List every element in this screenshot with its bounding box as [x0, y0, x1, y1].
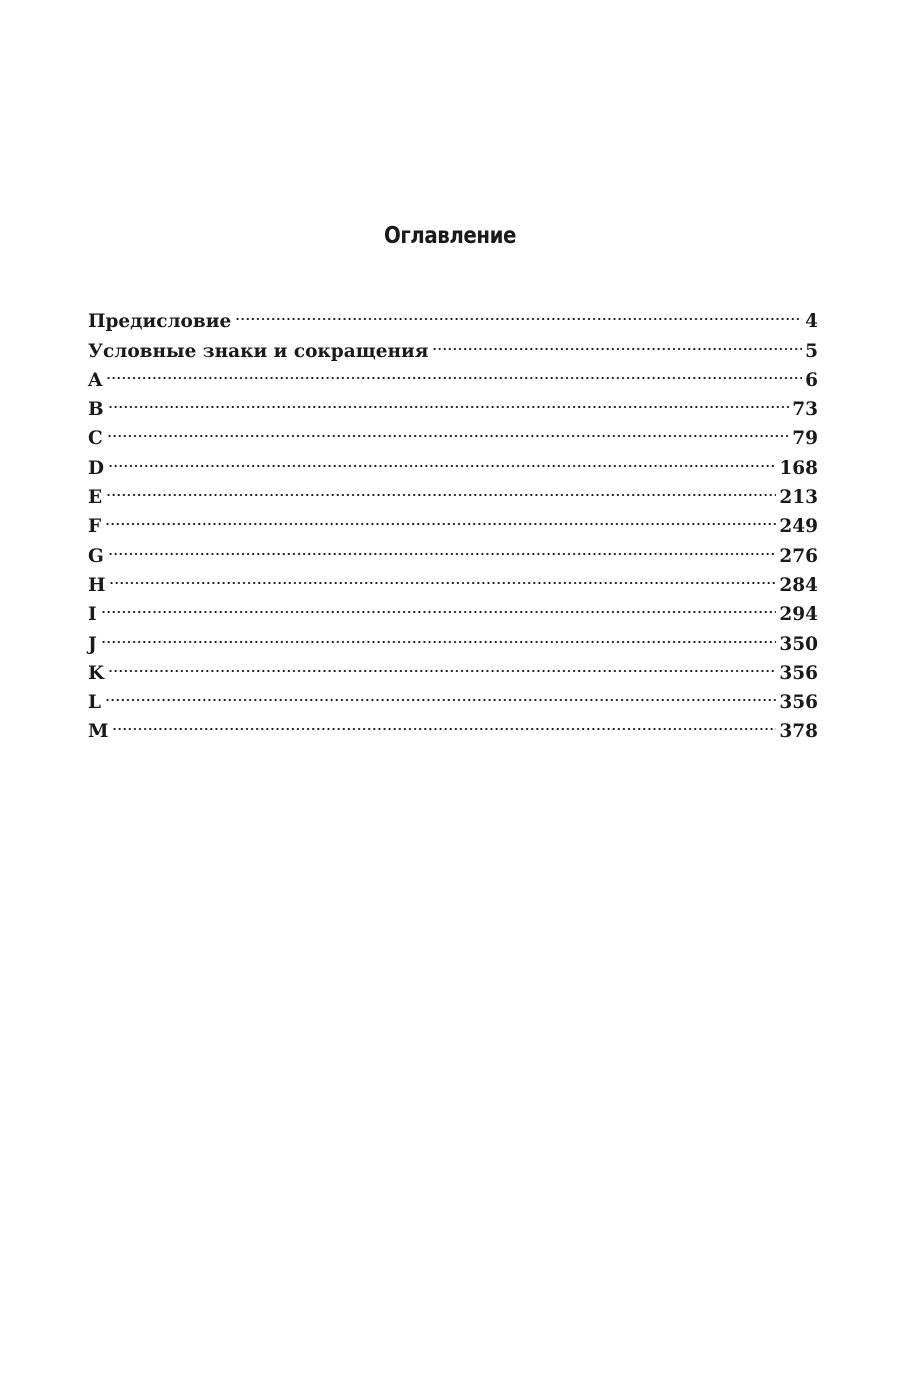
- dot-leader: [105, 679, 776, 708]
- dot-leader: [432, 327, 802, 356]
- toc-entry-label: H: [88, 574, 106, 596]
- toc-entry-e[interactable]: [88, 474, 818, 509]
- table-of-contents: [88, 298, 818, 743]
- toc-entry-label: I: [88, 604, 97, 626]
- toc-entry-label: L: [88, 692, 102, 714]
- page-title: Оглавление: [383, 223, 517, 249]
- toc-entry-preface[interactable]: [88, 298, 818, 333]
- dot-leader: [108, 386, 790, 415]
- toc-entry-j[interactable]: [88, 620, 818, 655]
- toc-entry-page: 79: [792, 428, 818, 450]
- toc-entry-i[interactable]: [88, 591, 818, 626]
- toc-entry-b[interactable]: [88, 386, 818, 421]
- toc-entry-label: G: [88, 545, 104, 567]
- toc-entry-page: 284: [779, 574, 818, 596]
- toc-entry-page: 249: [779, 516, 818, 538]
- toc-entry-label: B: [88, 399, 104, 421]
- dot-leader: [112, 708, 776, 737]
- toc-entry-h[interactable]: [88, 562, 818, 596]
- toc-entry-label: J: [88, 633, 97, 655]
- dot-leader: [106, 357, 802, 386]
- toc-entry-page: 356: [779, 692, 818, 714]
- toc-entry-page: 168: [779, 457, 818, 479]
- toc-entry-page: 73: [792, 399, 818, 421]
- toc-entry-label: E: [88, 487, 103, 509]
- dot-leader: [106, 474, 776, 503]
- dot-leader: [109, 562, 776, 591]
- dot-leader: [101, 620, 777, 649]
- toc-entry-g[interactable]: [88, 532, 818, 567]
- toc-entry-label: C: [88, 428, 103, 450]
- toc-entry-page: 356: [779, 662, 818, 684]
- toc-entry-page: 276: [779, 545, 818, 567]
- toc-entry-page: 294: [779, 604, 818, 626]
- dot-leader: [235, 298, 802, 327]
- toc-entry-c[interactable]: [88, 415, 818, 450]
- toc-entry-page: 6: [805, 369, 818, 391]
- toc-entry-label: D: [88, 457, 105, 479]
- toc-entry-page: 4: [805, 311, 818, 333]
- toc-entry-label: Предисловие: [88, 311, 232, 333]
- toc-entry-k[interactable]: [88, 650, 818, 684]
- dot-leader: [108, 650, 776, 679]
- dot-leader: [108, 532, 777, 561]
- toc-entry-label: M: [88, 721, 109, 743]
- dot-leader: [108, 444, 776, 473]
- toc-entry-a[interactable]: [88, 357, 818, 391]
- toc-entry-page: 5: [805, 340, 818, 362]
- toc-entry-f[interactable]: [88, 503, 818, 538]
- toc-entry-page: 350: [779, 633, 818, 655]
- dot-leader: [101, 591, 777, 620]
- toc-entry-l[interactable]: [88, 679, 818, 714]
- toc-entry-label: A: [88, 369, 103, 391]
- toc-entry-label: K: [88, 662, 105, 684]
- dot-leader: [107, 415, 790, 444]
- toc-entry-label: Условные знаки и сокращения: [88, 340, 429, 362]
- dot-leader: [105, 503, 776, 532]
- toc-entry-d[interactable]: [88, 444, 818, 479]
- toc-entry-m[interactable]: [88, 708, 818, 743]
- toc-entry-label: F: [88, 516, 102, 538]
- toc-entry-page: 378: [779, 721, 818, 743]
- toc-entry-page: 213: [779, 487, 818, 509]
